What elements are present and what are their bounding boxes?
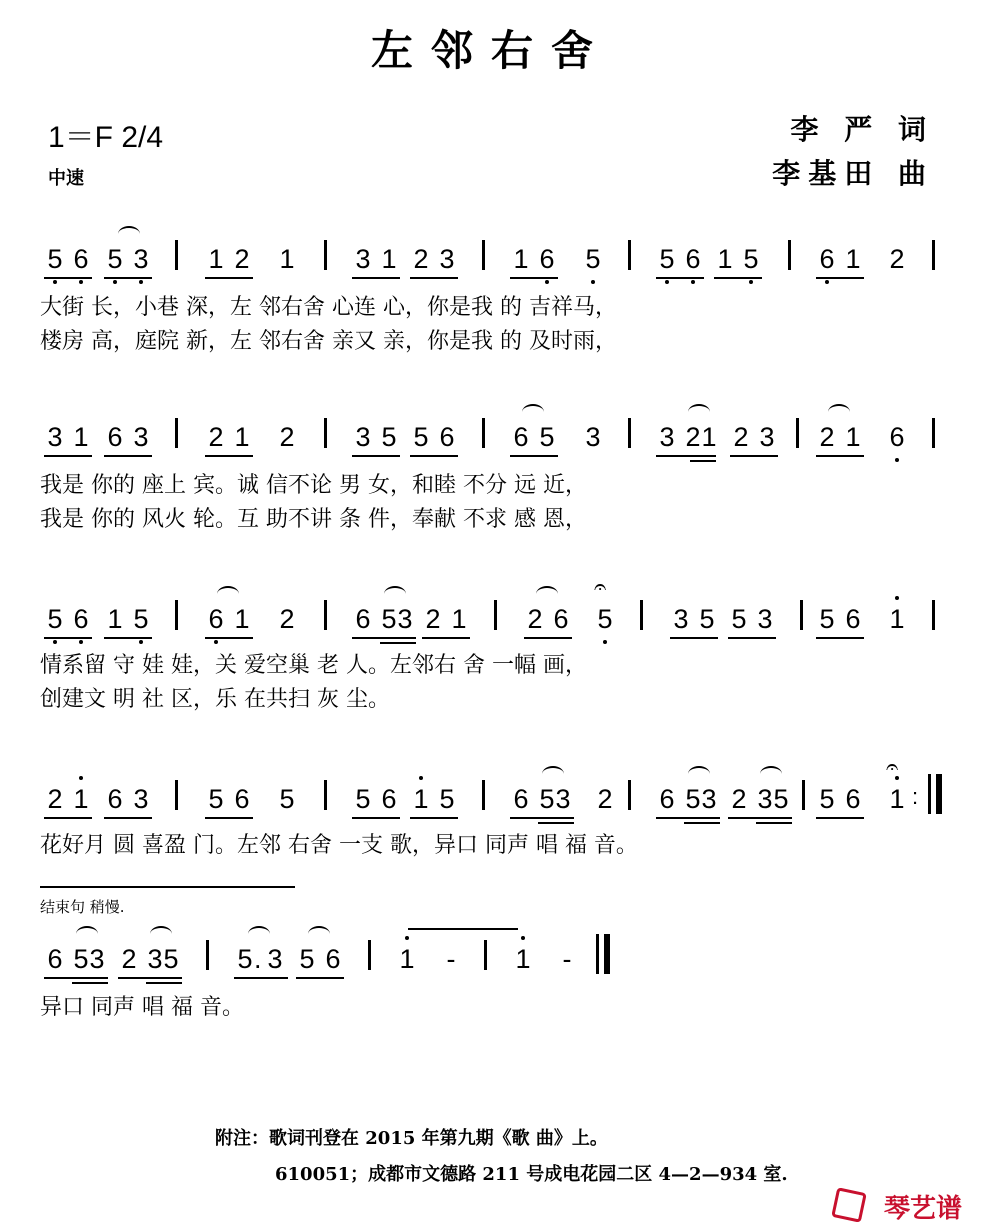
- note: 6: [325, 944, 341, 974]
- octave-dot: [591, 280, 595, 284]
- note: 3: [147, 944, 163, 974]
- beam: [352, 817, 400, 819]
- slur: [522, 404, 544, 420]
- ending-note: 结束句 稍慢.: [40, 898, 125, 916]
- beam: [714, 277, 762, 279]
- bar-line: [932, 240, 935, 270]
- beam: [104, 817, 152, 819]
- bar-line: [324, 780, 327, 810]
- beam: [510, 455, 558, 457]
- note: 5: [107, 244, 123, 274]
- slur: [536, 586, 558, 602]
- bar-line: [482, 780, 485, 810]
- beam: [44, 637, 92, 639]
- slur: [76, 926, 98, 942]
- bar-line: [932, 418, 935, 448]
- note: 5: [685, 784, 701, 814]
- lyrics-text: 异口 同声 唱 福 音。: [40, 995, 244, 1020]
- octave-dot: [79, 280, 83, 284]
- beam: [690, 460, 716, 462]
- beam: [352, 455, 400, 457]
- beam: [510, 277, 558, 279]
- bar-line: [932, 600, 935, 630]
- note: 6: [659, 784, 675, 814]
- note: 1: [399, 944, 415, 974]
- beam: [44, 277, 92, 279]
- note: 6: [107, 422, 123, 452]
- octave-dot: [139, 280, 143, 284]
- beam: [44, 455, 92, 457]
- bar-line: [175, 600, 178, 630]
- note: 3: [439, 244, 455, 274]
- lyrics-row-3-verse-2: [40, 682, 960, 712]
- note: 1: [234, 422, 250, 452]
- octave-dot: [895, 596, 899, 600]
- note: 1: [451, 604, 467, 634]
- note: 5: [439, 784, 455, 814]
- beam: [730, 455, 778, 457]
- note: 5: [133, 604, 149, 634]
- lyrics-row-1-verse-1: [40, 290, 960, 320]
- beam: [756, 822, 792, 824]
- beam: [728, 817, 792, 819]
- note: 1: [845, 422, 861, 452]
- footnote-address: 610051；成都市文德路 211 号成电花园二区 4—2—934 室.: [275, 1164, 788, 1185]
- note: 6: [685, 244, 701, 274]
- slur: [308, 926, 330, 942]
- octave-dot: [825, 280, 829, 284]
- note: 5: [539, 784, 555, 814]
- note: 5: [539, 422, 555, 452]
- lyrics-text: 楼房 高，庭院 新，左 邻右舍 亲又 亲，你是我 的 及时雨，: [40, 329, 617, 354]
- tempo-marking: 中速: [48, 168, 84, 189]
- bar-line: [800, 600, 803, 630]
- note: 5: [381, 422, 397, 452]
- score-row-3: [0, 574, 982, 650]
- key-signature: 1＝F 2/4: [48, 121, 164, 154]
- note: 5: [597, 604, 613, 634]
- note: 1: [889, 784, 905, 814]
- score-row-2: [0, 408, 982, 468]
- octave-dot: [214, 640, 218, 644]
- note: 1: [234, 604, 250, 634]
- note: 3: [555, 784, 571, 814]
- lyrics-text: 我是 你的 座上 宾。诚 信不论 男 女，和睦 不分 远 近，: [40, 473, 587, 498]
- lyrics-row-4-verse-1: [40, 828, 960, 858]
- fermata-icon: 𝄐: [886, 754, 899, 779]
- note: 2: [47, 784, 63, 814]
- beam: [44, 977, 108, 979]
- octave-dot: [53, 280, 57, 284]
- note: 2: [597, 784, 613, 814]
- beam: [816, 455, 864, 457]
- octave-dot: [53, 640, 57, 644]
- bar-line: [936, 774, 942, 814]
- beam: [205, 455, 253, 457]
- note: 2: [208, 422, 224, 452]
- slur: [688, 766, 710, 782]
- note: 1: [73, 422, 89, 452]
- beam: [816, 277, 864, 279]
- beam: [104, 277, 152, 279]
- note: 1: [107, 604, 123, 634]
- beam: [352, 637, 416, 639]
- score-row-1: [0, 230, 982, 290]
- note: 1: [208, 244, 224, 274]
- beam: [146, 982, 182, 984]
- note: 5: [743, 244, 759, 274]
- octave-dot: [749, 280, 753, 284]
- repeat-dots-icon: :: [912, 784, 919, 809]
- note: 5: [47, 244, 63, 274]
- note: 6: [381, 784, 397, 814]
- note: 5: [699, 604, 715, 634]
- note: 1: [381, 244, 397, 274]
- note: 3: [701, 784, 717, 814]
- lyrics-text: 花好月 圆 喜盈 门。左邻 右舍 一支 歌，异口 同声 唱 福 音。: [40, 833, 638, 858]
- beam: [234, 977, 288, 979]
- note: 1: [717, 244, 733, 274]
- slur: [760, 766, 782, 782]
- octave-dot: [139, 640, 143, 644]
- note: 3: [757, 784, 773, 814]
- fermata-icon: 𝄐: [594, 574, 607, 599]
- note: 5: [731, 604, 747, 634]
- note: 2: [527, 604, 543, 634]
- slur: [118, 226, 140, 242]
- bar-line: [324, 600, 327, 630]
- note: 3: [585, 422, 601, 452]
- bar-line: [175, 418, 178, 448]
- lyrics-row-1-verse-2: [40, 324, 960, 354]
- note: 5: [355, 784, 371, 814]
- note: 6: [47, 944, 63, 974]
- note: 2: [889, 244, 905, 274]
- beam: [656, 817, 720, 819]
- octave-dot: [545, 280, 549, 284]
- logo-mark-icon: [831, 1187, 867, 1223]
- lyrics-text: 情系留 守 娃 娃，关 爱空巢 老 人。左邻右 舍 一幅 画，: [40, 653, 587, 678]
- bar-line: [640, 600, 643, 630]
- note: 3: [355, 422, 371, 452]
- composer-credit: 李基田 曲: [772, 157, 934, 190]
- note: 2: [685, 422, 701, 452]
- note: 3: [133, 422, 149, 452]
- beam: [352, 277, 400, 279]
- beam: [118, 977, 182, 979]
- bar-line: [796, 418, 799, 448]
- note: 2: [279, 422, 295, 452]
- note: 5: [237, 944, 253, 974]
- note: 5: [659, 244, 675, 274]
- note: 3: [757, 604, 773, 634]
- note: 3: [673, 604, 689, 634]
- note: -: [446, 944, 456, 974]
- beam: [410, 455, 458, 457]
- beam: [510, 817, 574, 819]
- note: 6: [513, 422, 529, 452]
- beam: [410, 277, 458, 279]
- tie: [408, 928, 518, 940]
- octave-dot: [113, 280, 117, 284]
- lyrics-row-2-verse-1: [40, 468, 960, 498]
- octave-dot: [603, 640, 607, 644]
- lyrics-row-2-verse-2: [40, 502, 960, 532]
- beam: [72, 982, 108, 984]
- beam: [656, 277, 704, 279]
- score-row-4: [0, 754, 982, 830]
- note: 6: [355, 604, 371, 634]
- note: 6: [73, 244, 89, 274]
- note: 3: [133, 784, 149, 814]
- beam: [816, 817, 864, 819]
- note: 6: [539, 244, 555, 274]
- note: 6: [73, 604, 89, 634]
- beam: [410, 817, 458, 819]
- note: 2: [121, 944, 137, 974]
- note: 5: [819, 604, 835, 634]
- lyrics-text: 创建文 明 社 区，乐 在共扫 灰 尘。: [40, 687, 390, 712]
- note: 5: [208, 784, 224, 814]
- note: 6: [513, 784, 529, 814]
- note: 2: [733, 422, 749, 452]
- beam: [538, 822, 574, 824]
- note: 6: [845, 784, 861, 814]
- bar-line: [788, 240, 791, 270]
- beam: [422, 637, 470, 639]
- note: 5: [819, 784, 835, 814]
- note: 2: [279, 604, 295, 634]
- bar-line: [206, 940, 209, 970]
- note: 3: [759, 422, 775, 452]
- bar-line: [324, 240, 327, 270]
- beam: [656, 455, 716, 457]
- slur: [217, 586, 239, 602]
- note: 3: [89, 944, 105, 974]
- bar-line: [628, 240, 631, 270]
- octave-dot: [521, 936, 525, 940]
- bar-line: [175, 240, 178, 270]
- footnote-publication: 附注：歌词刊登在 2015 年第九期《歌 曲》上。: [215, 1128, 608, 1149]
- note: 3: [47, 422, 63, 452]
- note: 1: [73, 784, 89, 814]
- lyrics-text: 大街 长，小巷 深，左 邻右舍 心连 心，你是我 的 吉祥马，: [40, 295, 617, 320]
- slur: [150, 926, 172, 942]
- slur: [542, 766, 564, 782]
- note: 5: [163, 944, 179, 974]
- note: 6: [234, 784, 250, 814]
- watermark-logo: 琴艺谱: [883, 1194, 962, 1224]
- slur: [688, 404, 710, 420]
- note: 5: [73, 944, 89, 974]
- bar-line: [628, 780, 631, 810]
- octave-dot: [419, 776, 423, 780]
- slur: [384, 586, 406, 602]
- bar-line: [175, 780, 178, 810]
- beam: [670, 637, 718, 639]
- octave-dot: [79, 776, 83, 780]
- bar-line: [368, 940, 371, 970]
- bar-line: [494, 600, 497, 630]
- note: 6: [208, 604, 224, 634]
- bar-line: [484, 940, 487, 970]
- note: 1: [845, 244, 861, 274]
- ending-rule: [40, 886, 295, 888]
- note: 3: [355, 244, 371, 274]
- note: 5: [413, 422, 429, 452]
- bar-line: [324, 418, 327, 448]
- note: 3: [133, 244, 149, 274]
- note: 1: [889, 604, 905, 634]
- beam: [524, 637, 572, 639]
- octave-dot: [79, 640, 83, 644]
- note: 1: [515, 944, 531, 974]
- note: 5: [279, 784, 295, 814]
- octave-dot: [665, 280, 669, 284]
- note: 6: [819, 244, 835, 274]
- beam: [816, 637, 864, 639]
- note: 6: [553, 604, 569, 634]
- note: 5: [299, 944, 315, 974]
- score-row-5: [0, 930, 982, 990]
- lyrics-text: 我是 你的 风火 轮。互 助不讲 条 件，奉献 不求 感 恩，: [40, 507, 587, 532]
- note: 1: [279, 244, 295, 274]
- bar-line: [628, 418, 631, 448]
- note: -: [562, 944, 572, 974]
- beam: [104, 455, 152, 457]
- slur: [248, 926, 270, 942]
- song-title: 左邻右舍: [370, 26, 611, 75]
- beam: [44, 817, 92, 819]
- note: 2: [819, 422, 835, 452]
- beam: [380, 642, 416, 644]
- note: 5: [773, 784, 789, 814]
- note: 6: [107, 784, 123, 814]
- note: 6: [845, 604, 861, 634]
- bar-line: [928, 774, 931, 814]
- note: 5: [47, 604, 63, 634]
- note: 3: [267, 944, 283, 974]
- note: 5: [585, 244, 601, 274]
- note: 1: [413, 784, 429, 814]
- note: 2: [731, 784, 747, 814]
- bar-line: [802, 780, 805, 810]
- beam: [728, 637, 776, 639]
- note: 2: [234, 244, 250, 274]
- bar-line: [596, 934, 599, 974]
- note: 3: [659, 422, 675, 452]
- note: 5: [381, 604, 397, 634]
- beam: [205, 637, 253, 639]
- note: 3: [397, 604, 413, 634]
- beam: [296, 977, 344, 979]
- beam: [205, 277, 253, 279]
- beam: [104, 637, 152, 639]
- note: 1: [701, 422, 717, 452]
- note: 2: [413, 244, 429, 274]
- note: 6: [889, 422, 905, 452]
- dot-icon: .: [254, 944, 262, 974]
- bar-line: [604, 934, 610, 974]
- note: 1: [513, 244, 529, 274]
- beam: [205, 817, 253, 819]
- slur: [828, 404, 850, 420]
- octave-dot: [691, 280, 695, 284]
- lyricist-credit: 李 严 词: [790, 113, 934, 146]
- bar-line: [482, 418, 485, 448]
- beam: [684, 822, 720, 824]
- bar-line: [482, 240, 485, 270]
- octave-dot: [895, 458, 899, 462]
- lyrics-row-5-verse-1: [40, 990, 960, 1020]
- note: 6: [439, 422, 455, 452]
- note: 2: [425, 604, 441, 634]
- lyrics-row-3-verse-1: [40, 648, 960, 678]
